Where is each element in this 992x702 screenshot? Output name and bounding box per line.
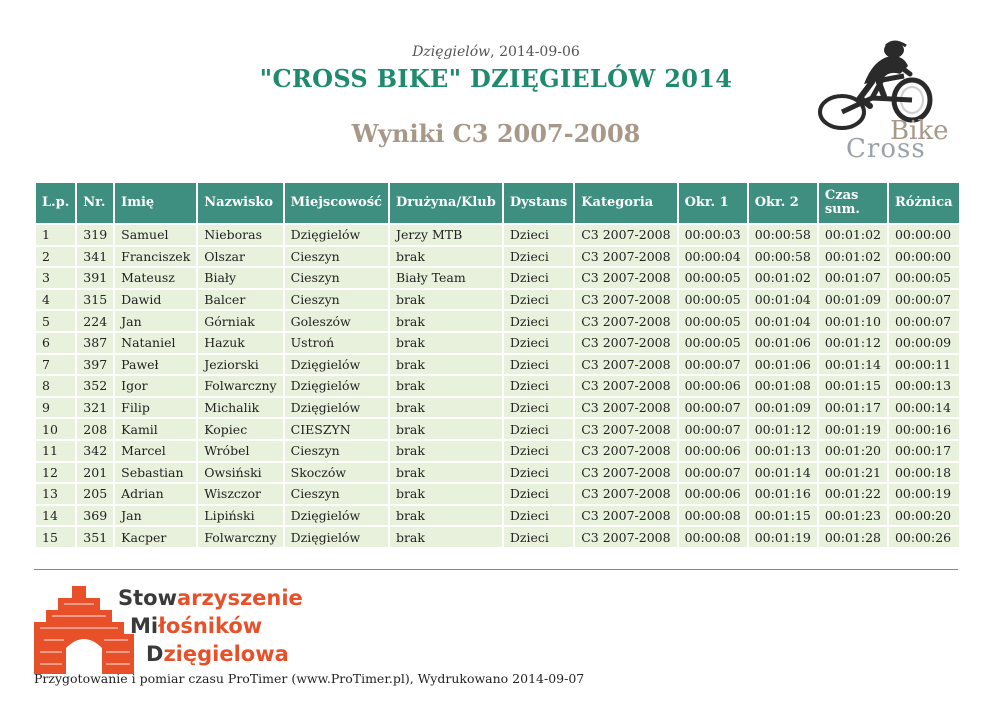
table-cell: 00:00:08 — [679, 527, 747, 547]
table-cell: 00:00:14 — [889, 398, 959, 418]
table-cell: Dzieci — [504, 311, 573, 331]
table-cell: 00:00:13 — [889, 376, 959, 396]
table-cell: 00:01:14 — [749, 463, 817, 483]
column-header: Okr. 1 — [679, 183, 747, 223]
table-cell: brak — [390, 463, 502, 483]
table-cell: 00:00:07 — [679, 419, 747, 439]
table-cell: brak — [390, 311, 502, 331]
table-cell: 00:00:07 — [679, 463, 747, 483]
table-cell: 00:01:19 — [749, 527, 817, 547]
table-cell: 00:01:12 — [819, 333, 887, 353]
table-cell: 00:01:21 — [819, 463, 887, 483]
results-table — [34, 181, 961, 549]
column-header: Okr. 2 — [749, 183, 817, 223]
table-cell: Cieszyn — [285, 290, 388, 310]
table-row — [36, 247, 959, 267]
table-cell: Dzięgielów — [285, 398, 388, 418]
table-cell: Sebastian — [115, 463, 196, 483]
table-cell: Jan — [115, 506, 196, 526]
table-cell: brak — [390, 441, 502, 461]
table-cell: 00:00:08 — [679, 506, 747, 526]
table-cell: 00:01:16 — [749, 484, 817, 504]
table-cell: 00:00:07 — [889, 311, 959, 331]
table-cell: 00:01:07 — [819, 268, 887, 288]
table-cell: 00:00:05 — [679, 333, 747, 353]
event-date: , 2014-09-06 — [490, 44, 580, 60]
table-cell: Cieszyn — [285, 268, 388, 288]
table-cell: 1 — [36, 225, 75, 245]
table-cell: CIESZYN — [285, 419, 388, 439]
table-cell: Igor — [115, 376, 196, 396]
table-cell: 11 — [36, 441, 75, 461]
table-cell: Dzieci — [504, 290, 573, 310]
table-cell: Dzieci — [504, 376, 573, 396]
table-cell: 00:01:14 — [819, 355, 887, 375]
table-cell: Biały — [198, 268, 282, 288]
table-cell: 00:00:06 — [679, 441, 747, 461]
table-cell: C3 2007-2008 — [575, 527, 676, 547]
column-header: Różnica — [889, 183, 959, 223]
table-cell: Wróbel — [198, 441, 282, 461]
table-cell: Cieszyn — [285, 441, 388, 461]
table-row — [36, 225, 959, 245]
table-cell: C3 2007-2008 — [575, 225, 676, 245]
table-cell: Adrian — [115, 484, 196, 504]
table-row — [36, 419, 959, 439]
table-cell: Dzieci — [504, 225, 573, 245]
table-cell: 387 — [77, 333, 113, 353]
table-cell: 12 — [36, 463, 75, 483]
column-header: Nr. — [77, 183, 113, 223]
table-row — [36, 506, 959, 526]
results-header-row — [36, 183, 959, 223]
column-header: Dystans — [504, 183, 573, 223]
column-header: Imię — [115, 183, 196, 223]
table-cell: C3 2007-2008 — [575, 311, 676, 331]
table-cell: 00:00:05 — [679, 268, 747, 288]
table-row — [36, 355, 959, 375]
results-title: Wyniki C3 2007-2008 — [351, 119, 641, 148]
table-cell: 319 — [77, 225, 113, 245]
footer-text: Przygotowanie i pomiar czasu ProTimer (www.ProTimer.pl), Wydrukowano 2014-09-07 — [34, 671, 585, 686]
table-cell: 00:00:58 — [749, 225, 817, 245]
table-cell: 342 — [77, 441, 113, 461]
table-row — [36, 441, 959, 461]
table-cell: 00:01:04 — [749, 311, 817, 331]
table-cell: brak — [390, 527, 502, 547]
table-cell: Wiszczor — [198, 484, 282, 504]
table-cell: 321 — [77, 398, 113, 418]
column-header: Miejscowość — [285, 183, 388, 223]
table-cell: Dzieci — [504, 419, 573, 439]
table-cell: 00:01:17 — [819, 398, 887, 418]
table-cell: C3 2007-2008 — [575, 376, 676, 396]
page-header — [0, 0, 992, 180]
table-cell: 00:01:02 — [819, 225, 887, 245]
table-cell: brak — [390, 247, 502, 267]
table-cell: Dzieci — [504, 463, 573, 483]
table-cell: Balcer — [198, 290, 282, 310]
table-cell: 5 — [36, 311, 75, 331]
table-cell: Biały Team — [390, 268, 502, 288]
table-cell: Dzięgielów — [285, 527, 388, 547]
table-cell: C3 2007-2008 — [575, 290, 676, 310]
column-header: Drużyna/Klub — [390, 183, 502, 223]
table-cell: 397 — [77, 355, 113, 375]
table-cell: 00:01:23 — [819, 506, 887, 526]
table-cell: brak — [390, 398, 502, 418]
table-cell: 00:01:06 — [749, 333, 817, 353]
table-cell: Dzieci — [504, 333, 573, 353]
table-cell: 00:00:07 — [679, 355, 747, 375]
table-cell: 3 — [36, 268, 75, 288]
table-cell: Dzięgielów — [285, 225, 388, 245]
table-cell: 315 — [77, 290, 113, 310]
table-cell: 00:00:03 — [679, 225, 747, 245]
table-cell: Dawid — [115, 290, 196, 310]
table-cell: 00:00:58 — [749, 247, 817, 267]
table-cell: 00:01:09 — [819, 290, 887, 310]
association-logo — [34, 582, 303, 674]
table-cell: brak — [390, 484, 502, 504]
table-cell: Ustroń — [285, 333, 388, 353]
column-header: Nazwisko — [198, 183, 282, 223]
table-row — [36, 484, 959, 504]
table-cell: 8 — [36, 376, 75, 396]
logo-cross-text: Cross — [846, 134, 926, 164]
table-cell: brak — [390, 419, 502, 439]
table-cell: 351 — [77, 527, 113, 547]
table-cell: 00:01:04 — [749, 290, 817, 310]
table-cell: 00:00:18 — [889, 463, 959, 483]
table-row — [36, 268, 959, 288]
table-cell: 00:01:02 — [749, 268, 817, 288]
table-cell: Jeziorski — [198, 355, 282, 375]
table-cell: 00:00:26 — [889, 527, 959, 547]
table-cell: C3 2007-2008 — [575, 441, 676, 461]
table-cell: 00:00:09 — [889, 333, 959, 353]
table-cell: brak — [390, 333, 502, 353]
table-cell: 14 — [36, 506, 75, 526]
table-row — [36, 463, 959, 483]
table-cell: 00:01:06 — [749, 355, 817, 375]
table-cell: 00:00:05 — [889, 268, 959, 288]
table-cell: Skoczów — [285, 463, 388, 483]
table-cell: C3 2007-2008 — [575, 463, 676, 483]
table-cell: 00:01:13 — [749, 441, 817, 461]
table-cell: 00:00:00 — [889, 225, 959, 245]
table-cell: Kacper — [115, 527, 196, 547]
table-cell: Filip — [115, 398, 196, 418]
table-cell: brak — [390, 506, 502, 526]
table-cell: 00:01:20 — [819, 441, 887, 461]
table-cell: 00:01:22 — [819, 484, 887, 504]
table-cell: 00:01:09 — [749, 398, 817, 418]
table-cell: 2 — [36, 247, 75, 267]
footer-divider — [34, 569, 958, 570]
table-cell: Michalik — [198, 398, 282, 418]
table-cell: Cieszyn — [285, 484, 388, 504]
table-cell: 00:00:05 — [679, 311, 747, 331]
table-cell: 369 — [77, 506, 113, 526]
column-header: Kategoria — [575, 183, 676, 223]
table-cell: Goleszów — [285, 311, 388, 331]
assoc-line-1: Stowarzyszenie — [118, 586, 303, 610]
table-row — [36, 311, 959, 331]
column-header: L.p. — [36, 183, 75, 223]
table-cell: 10 — [36, 419, 75, 439]
table-cell: 00:00:04 — [679, 247, 747, 267]
table-cell: C3 2007-2008 — [575, 506, 676, 526]
column-header: Czas sum. — [819, 183, 887, 223]
table-row — [36, 376, 959, 396]
table-cell: 224 — [77, 311, 113, 331]
table-cell: 00:00:17 — [889, 441, 959, 461]
table-row — [36, 398, 959, 418]
table-cell: Jan — [115, 311, 196, 331]
results-body — [36, 225, 959, 547]
table-cell: 205 — [77, 484, 113, 504]
table-cell: 00:01:12 — [749, 419, 817, 439]
table-cell: 9 — [36, 398, 75, 418]
table-cell: Franciszek — [115, 247, 196, 267]
table-row — [36, 333, 959, 353]
table-cell: 00:01:15 — [749, 506, 817, 526]
table-cell: 00:01:28 — [819, 527, 887, 547]
table-cell: 00:01:15 — [819, 376, 887, 396]
table-cell: Olszar — [198, 247, 282, 267]
logo-bike-text: Bike — [890, 116, 949, 146]
table-cell: 00:01:10 — [819, 311, 887, 331]
table-cell: 00:00:05 — [679, 290, 747, 310]
table-cell: 341 — [77, 247, 113, 267]
table-cell: Dzięgielów — [285, 506, 388, 526]
table-cell: C3 2007-2008 — [575, 268, 676, 288]
table-cell: Kopiec — [198, 419, 282, 439]
table-cell: 208 — [77, 419, 113, 439]
table-cell: C3 2007-2008 — [575, 398, 676, 418]
table-cell: Jerzy MTB — [390, 225, 502, 245]
table-cell: 00:00:07 — [679, 398, 747, 418]
table-cell: 00:00:20 — [889, 506, 959, 526]
table-cell: Dzieci — [504, 355, 573, 375]
table-cell: Dzieci — [504, 484, 573, 504]
table-cell: 391 — [77, 268, 113, 288]
table-cell: C3 2007-2008 — [575, 333, 676, 353]
table-cell: Paweł — [115, 355, 196, 375]
table-cell: C3 2007-2008 — [575, 419, 676, 439]
table-cell: 00:01:08 — [749, 376, 817, 396]
table-cell: 13 — [36, 484, 75, 504]
table-cell: Dzieci — [504, 441, 573, 461]
table-cell: Nataniel — [115, 333, 196, 353]
assoc-line-3: Dzięgielowa — [146, 642, 289, 666]
table-cell: 00:00:06 — [679, 376, 747, 396]
table-cell: 00:00:06 — [679, 484, 747, 504]
table-cell: Kamil — [115, 419, 196, 439]
table-cell: Cieszyn — [285, 247, 388, 267]
event-title: "CROSS BIKE" DZIĘGIELÓW 2014 — [259, 64, 733, 93]
table-cell: 4 — [36, 290, 75, 310]
table-cell: brak — [390, 376, 502, 396]
table-cell: 00:00:07 — [889, 290, 959, 310]
table-cell: Dzięgielów — [285, 355, 388, 375]
cross-bike-logo — [812, 40, 962, 170]
table-cell: Górniak — [198, 311, 282, 331]
table-cell: 00:00:00 — [889, 247, 959, 267]
table-cell: 00:01:19 — [819, 419, 887, 439]
table-cell: Marcel — [115, 441, 196, 461]
table-cell: C3 2007-2008 — [575, 355, 676, 375]
table-cell: brak — [390, 355, 502, 375]
table-cell: Dzieci — [504, 247, 573, 267]
table-cell: Dzieci — [504, 398, 573, 418]
table-cell: Lipiński — [198, 506, 282, 526]
table-cell: C3 2007-2008 — [575, 247, 676, 267]
table-cell: 15 — [36, 527, 75, 547]
table-cell: Mateusz — [115, 268, 196, 288]
table-cell: Dzieci — [504, 527, 573, 547]
table-cell: Hazuk — [198, 333, 282, 353]
table-cell: 00:01:02 — [819, 247, 887, 267]
table-cell: 201 — [77, 463, 113, 483]
table-cell: Owsiński — [198, 463, 282, 483]
table-cell: Samuel — [115, 225, 196, 245]
table-cell: C3 2007-2008 — [575, 484, 676, 504]
table-cell: 7 — [36, 355, 75, 375]
table-cell: brak — [390, 290, 502, 310]
table-cell: Dzięgielów — [285, 376, 388, 396]
table-cell: Dzieci — [504, 506, 573, 526]
table-cell: Folwarczny — [198, 527, 282, 547]
table-cell: Folwarczny — [198, 376, 282, 396]
event-place: Dzięgielów — [412, 44, 491, 60]
table-cell: 6 — [36, 333, 75, 353]
table-row — [36, 527, 959, 547]
table-cell: 00:00:19 — [889, 484, 959, 504]
assoc-line-2: Miłośników — [130, 614, 263, 638]
table-cell: 00:00:11 — [889, 355, 959, 375]
table-cell: 352 — [77, 376, 113, 396]
table-cell: Dzieci — [504, 268, 573, 288]
table-row — [36, 290, 959, 310]
table-cell: 00:00:16 — [889, 419, 959, 439]
table-cell: Nieboras — [198, 225, 282, 245]
